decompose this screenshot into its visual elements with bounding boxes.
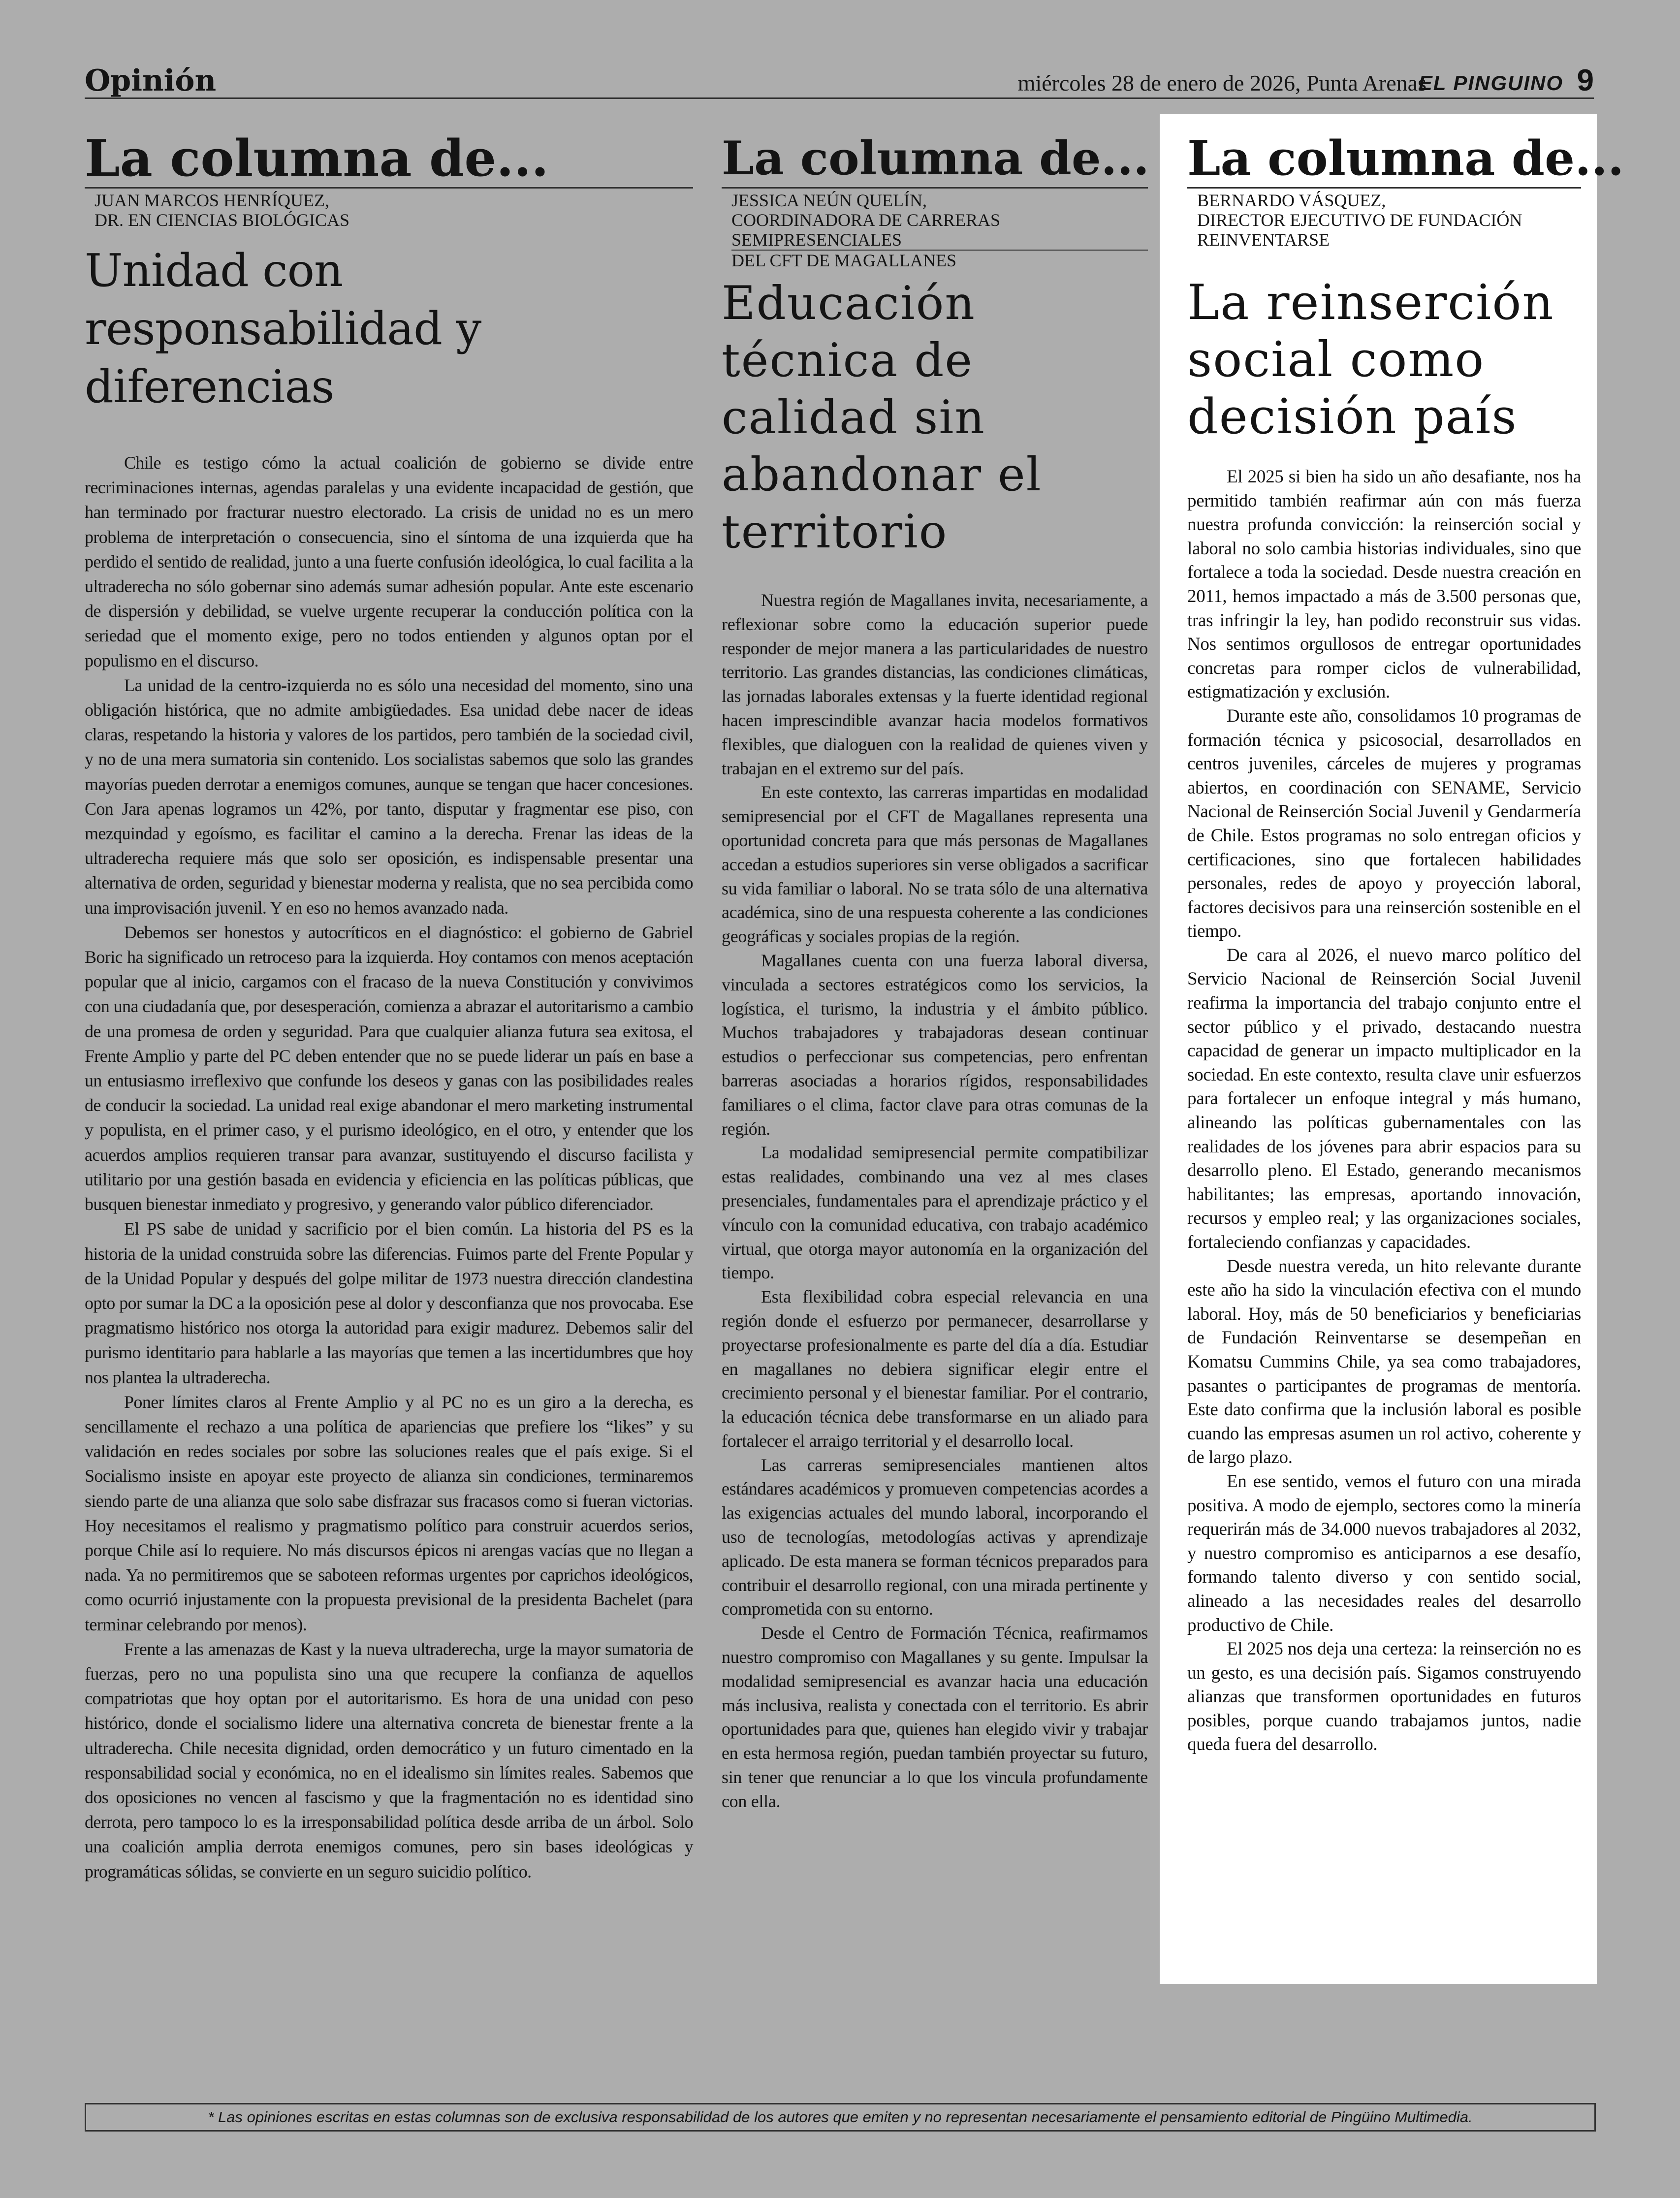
article-body — [1187, 465, 1581, 1757]
author-byline — [95, 191, 693, 230]
paragraph: En este contexto, las carreras impartidas en modalidad semipresencial por el CFT de Magallanes representa una oportunidad concreta para que más personas de Magallanes accedan a estudios superiores sin verse obligados a sacrificar su vida familiar o laboral. No se trata sólo de una alternativa académica, sino de una respuesta coherente a las condiciones geográficas y sociales propias de la región. — [722, 782, 1148, 947]
paragraph: El 2025 nos deja una certeza: la reinserción no es un gesto, es una decisión país. Sigamos construyendo alianzas que transformen oportunidades en futuros posibles, porque cuando trabajamos juntos, nadie queda fuera del desarrollo. — [1187, 1639, 1581, 1755]
author-line: JESSICA NEÚN QUELÍN, — [731, 191, 927, 210]
paragraph: Magallanes cuenta con una fuerza laboral diversa, vinculada a sectores estratégicos como los servicios, la logística, el turismo, la industria y el ámbito público. Muchos trabajadores y trabajadoras desean continuar estudios o perfeccionar sus competencias, pero enfrentan barreras asociadas a horarios rígidos, responsabilidades familiares o el clima, factor clave para otras comunas de la región. — [722, 950, 1148, 1139]
page-number: 9 — [1577, 64, 1594, 97]
paragraph: De cara al 2026, el nuevo marco político del Servicio Nacional de Reinserción Social Juvenil reafirma la importancia del trabajo conjunto entre el sector público y el privado, destacando nuestra capacidad de generar un impacto multiplicador en la sociedad. En este contexto, resulta clave unir esfuerzos para fortalecer un enfoque integral y más humano, alineando las políticas gubernamentales con las realidades de los jóvenes para abrir espacios para su desarrollo pleno. El Estado, generando mecanismos habilitantes; las empresas, aportando innovación, recursos y empleo real; y las organizaciones sociales, fortaleciendo confianzas y capacidades. — [1187, 945, 1581, 1252]
paragraph: La modalidad semipresencial permite compatibilizar estas realidades, combinando una vez al mes clases presenciales, fundamentales para el aprendizaje práctico y el vínculo con la comunidad educativa, con trabajo académico virtual, que otorga mayor autonomía en la organización del tiempo. — [722, 1143, 1148, 1283]
author-line: DR. EN CIENCIAS BIOLÓGICAS — [95, 210, 350, 230]
author-line: COORDINADORA DE CARRERAS — [731, 210, 1001, 230]
column-henriquez — [85, 129, 693, 1884]
newspaper-logo: EL PINGUINO — [1418, 71, 1563, 95]
paragraph: Debemos ser honestos y autocríticos en el diagnóstico: el gobierno de Gabriel Boric ha significado un retroceso para la izquierda. Hoy contamos con menos aceptación popular que al inicio, cargamos con el fracaso de la nueva Constitución y convivimos con una ciudadanía que, por desesperación, comienza a abrazar el autoritarismo a cambio de una promesa de orden y seguridad. Para que cualquier alianza futura sea exitosa, el Frente Amplio y parte del PC deben entender que no se puede liderar un país en base a un entusiasmo irreflexivo que confunde los deseos y ganas con las posibilidades reales de conducir la sociedad. La unidad real exige abandonar el mero marketing instrumental y populista, en el primer caso, y el purismo ideológico, en el otro, y entender que los acuerdos amplios requieren transar para avanzar, sustituyendo el discurso facilista y utilitario por una gestión basada en evidencia y eficiencia en las políticas públicas, que busquen bienestar inmediato y progresivo, y generando valor público diferenciador. — [85, 922, 693, 1214]
author-byline — [731, 191, 1148, 270]
paragraph: Frente a las amenazas de Kast y la nueva ultraderecha, urge la mayor sumatoria de fuerzas, pero no una populista sino una que recupere la confianza de aquellos compatriotas que hoy optan por el autoritarismo. Es hora de una unidad con peso histórico, donde el socialismo lidere una alternativa concreta de bienestar frente a la ultraderecha. Chile necesita dignidad, orden democrático y un futuro cimentado en la responsabilidad social y económica, no en el idealismo sin límites reales. Sabemos que dos oposiciones no vencen al fascismo y que la fragmentación no es identidad sino derrota, pero tampoco lo es la irresponsabilidad política desde arriba de un árbol. Solo una coalición amplia derrota enemigos comunes, pero sin bases ideológicas y programáticas sólidas, se convierte en un seguro suicidio político. — [85, 1639, 693, 1881]
paragraph: Desde el Centro de Formación Técnica, reafirmamos nuestro compromiso con Magallanes y su gente. Impulsar la modalidad semipresencial es avanzar hacia una educación más inclusiva, realista y conectada con el territorio. Es abrir oportunidades para que, quienes han elegido vivir y trabajar en esta hermosa región, puedan también proyectar su futuro, sin tener que renunciar a lo que los vincula profundamente con ella. — [722, 1623, 1148, 1811]
column-kicker: La columna de... — [1187, 133, 1581, 189]
editorial-disclaimer: * Las opiniones escritas en estas columnas son de exclusiva responsabilidad de los autores que emiten y no representan necesariamente el pensamiento editorial de Pingüino Multimedia. — [85, 2103, 1596, 2132]
author-line: JUAN MARCOS HENRÍQUEZ, — [95, 191, 330, 210]
dateline: miércoles 28 de enero de 2026, Punta Arenas — [1017, 70, 1426, 96]
page-header — [85, 63, 1594, 99]
article-body — [85, 450, 693, 1884]
article-title: Educación técnica de calidad sin abandonar el territorio — [722, 277, 1042, 559]
paragraph: Durante este año, consolidamos 10 programas de formación técnica y psicosocial, desarrollados en centros juveniles, cárceles de mujeres y programas abiertos, en coordinación con SENAME, Servicio Nacional de Reinserción Social Juvenil y Gendarmería de Chile. Estos programas no solo entregan oficios y certificaciones, sino que fortalecen habilidades personales, redes de apoyo y proyección laboral, factores decisivos para una reinserción sostenible en el tiempo. — [1187, 705, 1581, 942]
column-kicker: La columna de... — [722, 133, 1148, 189]
paragraph: Chile es testigo cómo la actual coalición de gobierno se divide entre recriminaciones internas, agendas paralelas y una evidente incapacidad de gestión, que han terminado por fracturar nuestro electorado. La crisis de unidad no es un mero problema de interpretación o consecuencia, sino el síntoma de una izquierda que ha perdido el sentido de realidad, junto a una fuerte confusión ideológica, lo cual facilita a la ultraderecha no sólo gobernar sino además sumar adhesión popular. Ante este escenario de dispersión y debilidad, se vuelve urgente recuperar la conducción política con la seriedad que el momento exige, pero no todos entienden y algunos optan por el populismo en el discurso. — [85, 453, 693, 670]
paragraph: Nuestra región de Magallanes invita, necesariamente, a reflexionar sobre como la educación superior puede responder de mejor manera a las particularidades de nuestro territorio. Las grandes distancias, las condiciones climáticas, las jornadas laborales extensas y la fuerte identidad regional hacen imprescindible avanzar hacia modelos formativos flexibles, que dialoguen con la realidad de quienes viven y trabajan en el extremo sur del país. — [722, 590, 1148, 778]
paragraph: Desde nuestra vereda, un hito relevante durante este año ha sido la vinculación efectiva con el mundo laboral. Hoy, más de 50 beneficiarios y beneficiarias de Fundación Reinventarse se desempeñan en Komatsu Cummins Chile, ya sea como trabajadores, pasantes o participantes de programas de mentoría. Este dato confirma que la inclusión laboral es posible cuando las empresas asumen un rol activo, coherente y de largo plazo. — [1187, 1256, 1581, 1468]
article-title: La reinserción social como decisión país — [1187, 275, 1554, 445]
article-body — [722, 588, 1148, 1814]
column-neun — [722, 133, 1148, 1814]
author-byline — [1197, 191, 1581, 250]
paragraph: Las carreras semipresenciales mantienen altos estándares académicos y promueven competencias acordes a las exigencias actuales del mundo laboral, incorporando el uso de tecnologías, metodologías activas y aprendizaje aplicado. De esta manera se forman técnicos preparados para contribuir el desarrollo regional, con una mirada pertinente y comprometida con su entorno. — [722, 1455, 1148, 1619]
author-line: REINVENTARSE — [1197, 230, 1330, 250]
section-title: Opinión — [85, 64, 217, 98]
author-line: DEL CFT DE MAGALLANES — [731, 251, 956, 270]
article-title: Unidad con responsabilidad y diferencias — [85, 244, 481, 413]
author-line: DIRECTOR EJECUTIVO DE FUNDACIÓN — [1197, 210, 1522, 230]
author-line: SEMIPRESENCIALES — [731, 230, 1148, 251]
paragraph: La unidad de la centro-izquierda no es sólo una necesidad del momento, sino una obligación histórica, que no admite ambigüedades. Esa unidad debe nacer de ideas claras, respetando la historia y valores de los partidos, pero también de la sociedad civil, y no de una mera sumatoria sin contenido. Los socialistas sabemos que solo las grandes mayorías pueden derrotar a enemigos comunes, aunque se tengan que hacer concesiones. Con Jara apenas logramos un 42%, por tanto, disputar y fragmentar ese piso, con mezquindad y egoísmo, es facilitar el camino a la derecha. Frenar las ideas de la ultraderecha requiere más que solo ser oposición, es indispensable presentar una alternativa de orden, seguridad y bienestar moderna y realista, que no sea percibida como una improvisación juvenil. Y en eso no hemos avanzado nada. — [85, 675, 693, 918]
paragraph: En ese sentido, vemos el futuro con una mirada positiva. A modo de ejemplo, sectores como la minería requerirán más de 34.000 nuevos trabajadores al 2032, y nuestro compromiso es anticiparnos a ese desafío, formando talento diverso y con sentido social, alineado a las necesidades reales del desarrollo productivo de Chile. — [1187, 1471, 1581, 1635]
column-vasquez — [1160, 114, 1624, 1984]
author-line: BERNARDO VÁSQUEZ, — [1197, 191, 1386, 210]
paragraph: Esta flexibilidad cobra especial relevancia en una región donde el esfuerzo por permanecer, desarrollarse y proyectarse profesionalmente es parte del día a día. Estudiar en magallanes no debiera significar elegir entre el crecimiento personal y el bienestar familiar. Por el contrario, la educación técnica debe transformarse en un aliado para fortalecer el arraigo territorial y el desarrollo local. — [722, 1287, 1148, 1451]
paragraph: El 2025 si bien ha sido un año desafiante, nos ha permitido también reafirmar aún con más fuerza nuestra profunda convicción: la reinserción social y laboral no solo cambia historias individuales, sino que fortalece a toda la sociedad. Desde nuestra creación en 2011, hemos impactado a más de 3.500 personas que, tras infringir la ley, han podido reconstruir sus vidas. Nos sentimos orgullosos de entregar oportunidades concretas para romper ciclos de vulnerabilidad, estigmatización y exclusión. — [1187, 467, 1581, 702]
paragraph: Poner límites claros al Frente Amplio y al PC no es un giro a la derecha, es sencillamente el rechazo a una política de apariencias que prefiere los “likes” y su validación en redes sociales por sobre las soluciones reales que el país exige. Si el Socialismo insiste en apoyar este proyecto de alianza sin condiciones, terminaremos siendo parte de una alianza que solo sabe disfrazar sus fracasos como si fueran victorias. Hoy necesitamos el realismo y pragmatismo político para construir acuerdos serios, porque Chile así lo requiere. No más discursos épicos ni arengas vacías que no llegan a nada. Ya no permitiremos que se saboteen reformas urgentes por caprichos ideológicos, como ocurrió injustamente con la propuesta previsional de la presidenta Bachelet (para terminar celebrando por menos). — [85, 1392, 693, 1634]
paragraph: El PS sabe de unidad y sacrificio por el bien común. La historia del PS es la historia de la unidad construida sobre las diferencias. Fuimos parte del Frente Popular y de la Unidad Popular y después del golpe militar de 1973 nuestra dirección clandestina opto por sumar la DC a la oposición pese al dolor y desconfianza que nos provocaba. Ese pragmatismo histórico nos otorga la autoridad para exigir madurez. Debemos salir del purismo identitario para hablarle a las mayorías que temen a las incertidumbres que hoy nos plantea la ultraderecha. — [85, 1219, 693, 1387]
column-kicker: La columna de... — [85, 133, 693, 189]
